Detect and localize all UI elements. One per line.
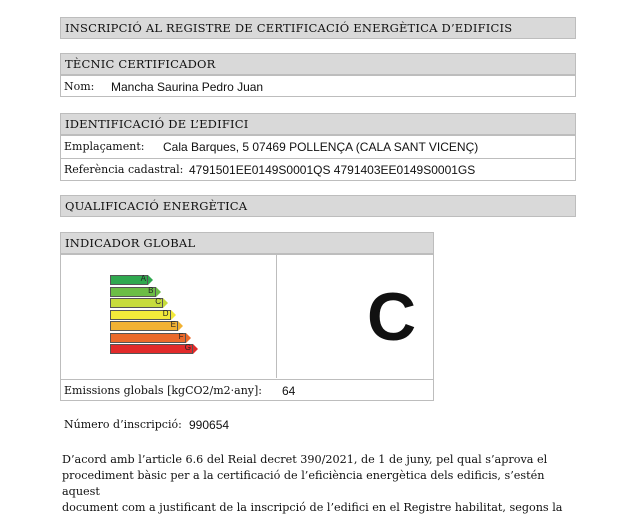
nom-label: Nom:: [64, 80, 95, 93]
emissions-label: Emissions globals [kgCO2/m2·any]:: [64, 384, 262, 397]
emplacament-label: Emplaçament:: [64, 140, 145, 153]
tecnic-certificador-box: [60, 75, 576, 97]
energy-class-arrow: [178, 321, 183, 331]
legal-paragraph: [62, 452, 582, 516]
energy-class-e-bar: [110, 321, 178, 331]
inscripcio-line: [64, 418, 230, 432]
energy-rating-letter: C: [367, 279, 417, 355]
energy-class-a-bar: [110, 275, 148, 285]
column-divider: [276, 255, 277, 378]
paragraph-line: D’acord amb l’article 6.6 del Reial decret 390/2021, de 1 de juny, pel qual s’aprova el: [62, 453, 548, 466]
emplacament-value: Cala Barques, 5 07469 POLLENÇA (CALA SANT VICENÇ): [163, 140, 479, 154]
main-title: INSCRIPCIÓ AL REGISTRE DE CERTIFICACIÓ ENERGÈTICA D’EDIFICIS: [60, 17, 576, 39]
energy-class-arrow: [163, 298, 168, 308]
energy-class-label: E: [170, 320, 176, 329]
referencia-label: Referència cadastral:: [64, 163, 184, 176]
identificacio-edifici-box: [60, 135, 576, 181]
energy-class-label: B: [148, 285, 154, 295]
qualificacio-energetica-header: QUALIFICACIÓ ENERGÈTICA: [60, 195, 576, 217]
energy-class-c-bar: [110, 298, 163, 308]
inscripcio-label: Número d’inscripció:: [64, 418, 182, 431]
energy-class-arrow: [193, 344, 198, 354]
energy-class-f-bar: [110, 333, 186, 343]
energy-class-label: F: [178, 331, 184, 341]
indicador-global-header: INDICADOR GLOBAL: [60, 232, 434, 254]
emissions-value: 64: [282, 384, 296, 398]
energy-scale: [61, 255, 276, 379]
energy-class-label: G: [184, 343, 191, 352]
referencia-value: 4791501EE0149S0001QS 4791403EE0149S0001GS: [189, 163, 476, 177]
energy-class-arrow: [148, 275, 153, 285]
energy-class-arrow: [156, 287, 161, 297]
paragraph-line: procediment bàsic per a la certificació de l’eficiència energètica dels edificis, s’estén aquest: [62, 469, 545, 498]
energy-class-label: C: [155, 297, 161, 306]
indicador-global-box: [60, 254, 434, 401]
energy-class-b-bar: [110, 287, 156, 297]
tecnic-certificador-header: TÈCNIC CERTIFICADOR: [60, 53, 576, 75]
nom-value: Mancha Saurina Pedro Juan: [111, 80, 264, 94]
energy-class-arrow: [186, 333, 191, 343]
identificacio-edifici-header: IDENTIFICACIÓ DE L’EDIFICI: [60, 113, 576, 135]
energy-class-label: A: [140, 274, 146, 283]
paragraph-line: document com a justificant de la inscripció de l’edifici en el Registre habilitat, segons la: [62, 501, 563, 514]
energy-class-arrow: [171, 310, 176, 320]
inscripcio-value: 990654: [189, 418, 230, 432]
energy-class-g-bar: [110, 344, 193, 354]
energy-class-d-bar: [110, 310, 171, 320]
energy-class-label: D: [162, 308, 169, 318]
